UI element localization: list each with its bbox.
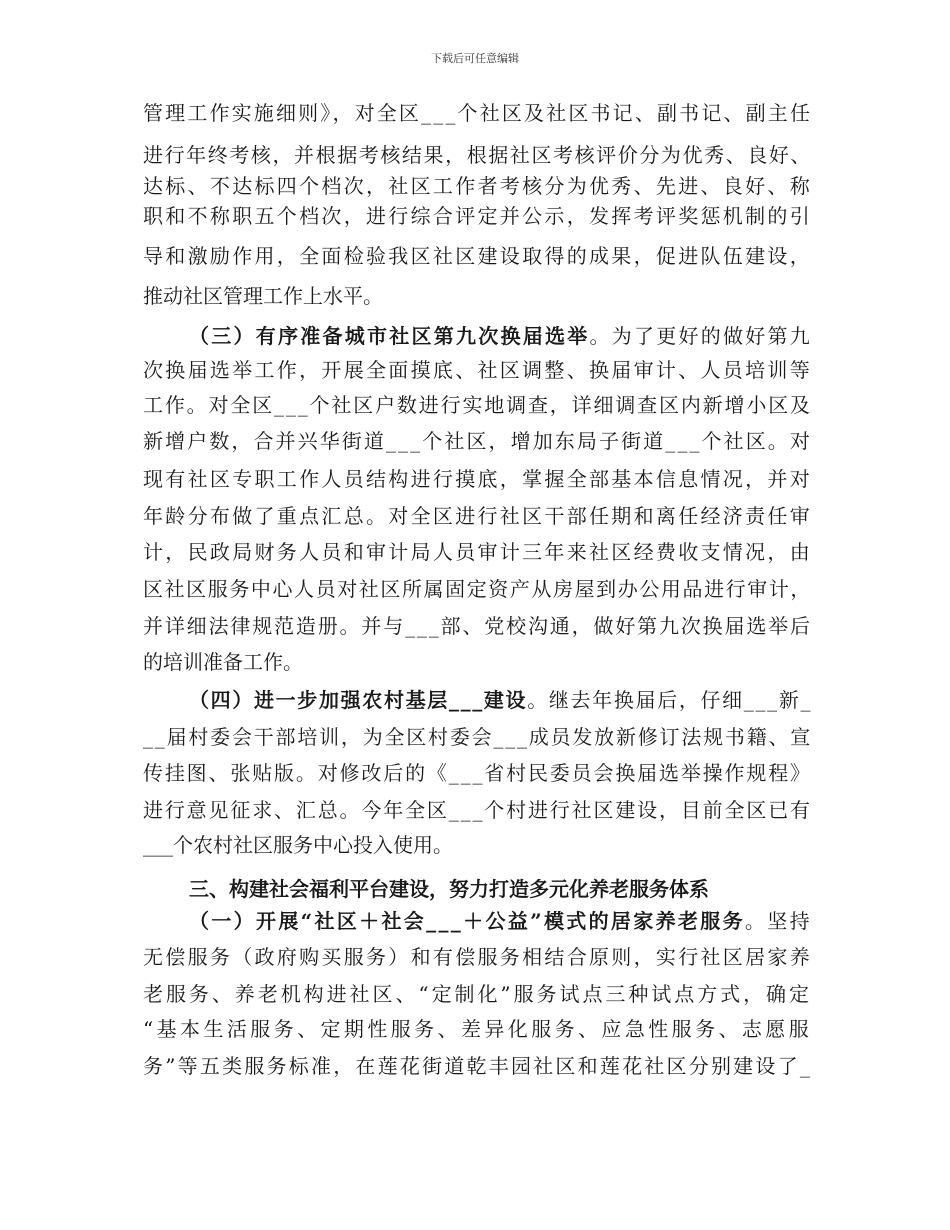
body-text: 现有社区专职工作人员结构进行摸底，掌握全部基本信息情况，并对 — [143, 467, 812, 491]
text-line — [143, 393, 812, 417]
body-text: 。继去年换届后，仔细___新_ — [527, 688, 813, 712]
text-line — [189, 324, 812, 348]
body-text: 无偿服务（政府购买服务）和有偿服务相结合原则，实行社区居家养 — [143, 945, 812, 969]
text-line — [143, 429, 812, 453]
body-text: 工作。对全区___个社区户数进行实地调查，详细调查区内新增小区及 — [143, 393, 812, 417]
body-text: 。坚持 — [744, 909, 812, 933]
text-line — [143, 614, 812, 638]
text-line — [143, 1017, 812, 1041]
body-text: 传挂图、张贴版。对修改后的《___省村民委员会换届选举操作规程》 — [143, 761, 812, 785]
body-text: 年龄分布做了重点汇总。对全区进行社区干部任期和离任经济责任审 — [143, 504, 812, 528]
text-line — [189, 877, 709, 901]
text-line — [143, 577, 812, 601]
text-line — [143, 174, 812, 198]
body-text: 职和不称职五个档次，进行综合评定并公示，发挥考评奖惩机制的引 — [143, 204, 812, 228]
bold-heading-text: （四）进一步加强农村基层___建设 — [189, 688, 528, 712]
text-line — [143, 945, 812, 969]
body-text: 计，民政局财务人员和审计局人员审计三年来社区经费收支情况，由 — [143, 540, 812, 564]
text-line — [143, 101, 812, 125]
text-line — [143, 761, 812, 785]
bold-heading-text: （一）开展“社区＋社会___＋公益”模式的居家养老服务 — [189, 909, 745, 933]
text-line — [189, 688, 812, 712]
text-line — [143, 244, 812, 268]
text-line — [189, 909, 812, 933]
body-text: 新增户数，合并兴华街道___个社区，增加东局子街道___个社区。对 — [143, 429, 812, 453]
page-header: 下载后可任意编辑 — [431, 52, 519, 65]
text-line — [143, 982, 812, 1006]
body-text: 次换届选举工作，开展全面摸底、社区调整、换届审计、人员培训等 — [143, 358, 812, 382]
body-text: 并详细法律规范造册。并与___部、党校沟通，做好第九次换届选举后 — [143, 614, 812, 638]
text-line — [143, 725, 812, 749]
text-line — [143, 143, 812, 167]
body-text: 老服务、养老机构进社区、“定制化”服务试点三种试点方式，确定 — [143, 982, 812, 1006]
bold-heading-text: （三）有序准备城市社区第九次换届选举 — [189, 324, 590, 348]
body-text: 进行意见征求、汇总。今年全区___个村进行社区建设，目前全区已有 — [143, 798, 812, 822]
body-text: 达标、不达标四个档次，社区工作者考核分为优秀、先进、良好、称 — [143, 174, 812, 198]
text-line — [143, 284, 383, 308]
body-text: __届村委会干部培训，为全区村委会___成员发放新修订法规书籍、宣 — [143, 725, 813, 749]
bold-heading-text: 三、构建社会福利平台建设，努力打造多元化养老服务体系 — [189, 877, 709, 901]
body-text: 推动社区管理工作上水平。 — [143, 284, 383, 308]
body-text: 的培训准备工作。 — [143, 650, 303, 674]
body-text: ___个农村社区服务中心投入使用。 — [143, 833, 453, 857]
text-line — [143, 1054, 812, 1078]
text-line — [143, 504, 812, 528]
body-text: 导和激励作用，全面检验我区社区建设取得的成果，促进队伍建设， — [143, 244, 812, 268]
body-text: “基本生活服务、定期性服务、差异化服务、应急性服务、志愿服 — [143, 1017, 813, 1041]
body-text: 进行年终考核，并根据考核结果，根据社区考核评价分为优秀、良好、 — [143, 143, 812, 167]
body-text: 务”等五类服务标准，在莲花街道乾丰园社区和莲花社区分别建设了_ — [143, 1054, 813, 1078]
body-text: 区社区服务中心人员对社区所属固定资产从房屋到办公用品进行审计， — [143, 577, 812, 601]
body-text: 管理工作实施细则》，对全区___个社区及社区书记、副书记、副主任 — [143, 101, 813, 125]
text-line — [143, 204, 812, 228]
text-line — [143, 467, 812, 491]
body-text: 。为了更好的做好第九 — [589, 324, 812, 348]
text-line — [143, 540, 812, 564]
text-line — [143, 650, 303, 674]
text-line — [143, 798, 812, 822]
text-line — [143, 833, 453, 857]
text-line — [143, 358, 812, 382]
